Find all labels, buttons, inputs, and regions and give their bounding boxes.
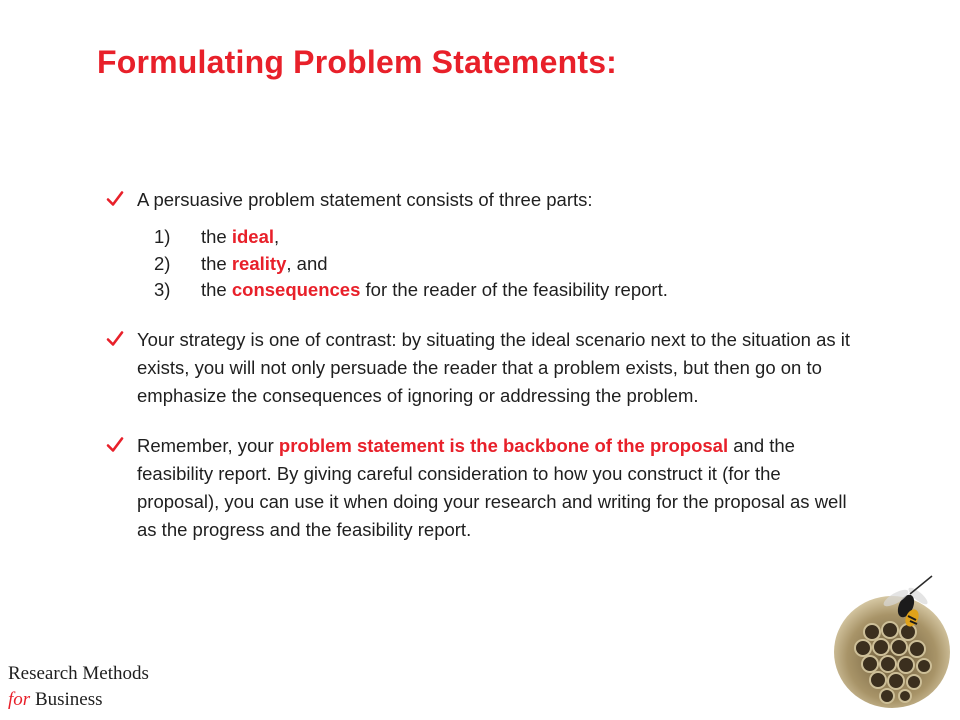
bullet-remember: Remember, your problem statement is the backbone of the proposal and the feasibility report. By giving careful consideration to how you construct it (for the proposal), you can use it when doing your research and writing for the proposal as well as the progress and the feasibility report. bbox=[104, 432, 864, 544]
footer-for: for bbox=[8, 689, 31, 710]
bullet-strategy bbox=[104, 326, 864, 410]
list-item: 2) the reality, and bbox=[104, 251, 864, 278]
list-number: 3) bbox=[154, 279, 171, 300]
list-number: 2) bbox=[154, 252, 171, 274]
wasp-nest-image bbox=[824, 572, 954, 712]
highlight-consequences: consequences bbox=[231, 279, 361, 300]
list-item: 1) the ideal, bbox=[104, 224, 864, 251]
highlight-backbone: problem statement is the backbone of the proposal bbox=[278, 434, 729, 456]
highlight-ideal: ideal bbox=[231, 226, 275, 247]
bullet-parts bbox=[104, 186, 864, 214]
list-number: 1) bbox=[154, 226, 171, 247]
bullet-parts-text: A persuasive problem statement consists of three parts: bbox=[137, 189, 593, 210]
bullet-strategy-text: Your strategy is one of contrast: by situating the ideal scenario next to the situation as it exists, you will not only persuade the reader that a problem exists, but then go on to emphasize the consequences of ignoring or addressing the problem. bbox=[137, 328, 851, 406]
footer-line2: for Business bbox=[8, 689, 103, 710]
slide-title: Formulating Problem Statements: bbox=[97, 44, 618, 80]
slide-content bbox=[104, 186, 864, 544]
checkmark-icon bbox=[106, 330, 124, 348]
checkmark-icon bbox=[106, 190, 124, 208]
parts-list bbox=[104, 224, 864, 304]
footer-line1: Research Methods bbox=[8, 663, 149, 684]
course-footer bbox=[8, 661, 149, 713]
checkmark-icon bbox=[106, 436, 124, 454]
list-item: 3) the consequences for the reader of the feasibility report. bbox=[104, 277, 864, 304]
highlight-reality: reality bbox=[231, 252, 287, 274]
